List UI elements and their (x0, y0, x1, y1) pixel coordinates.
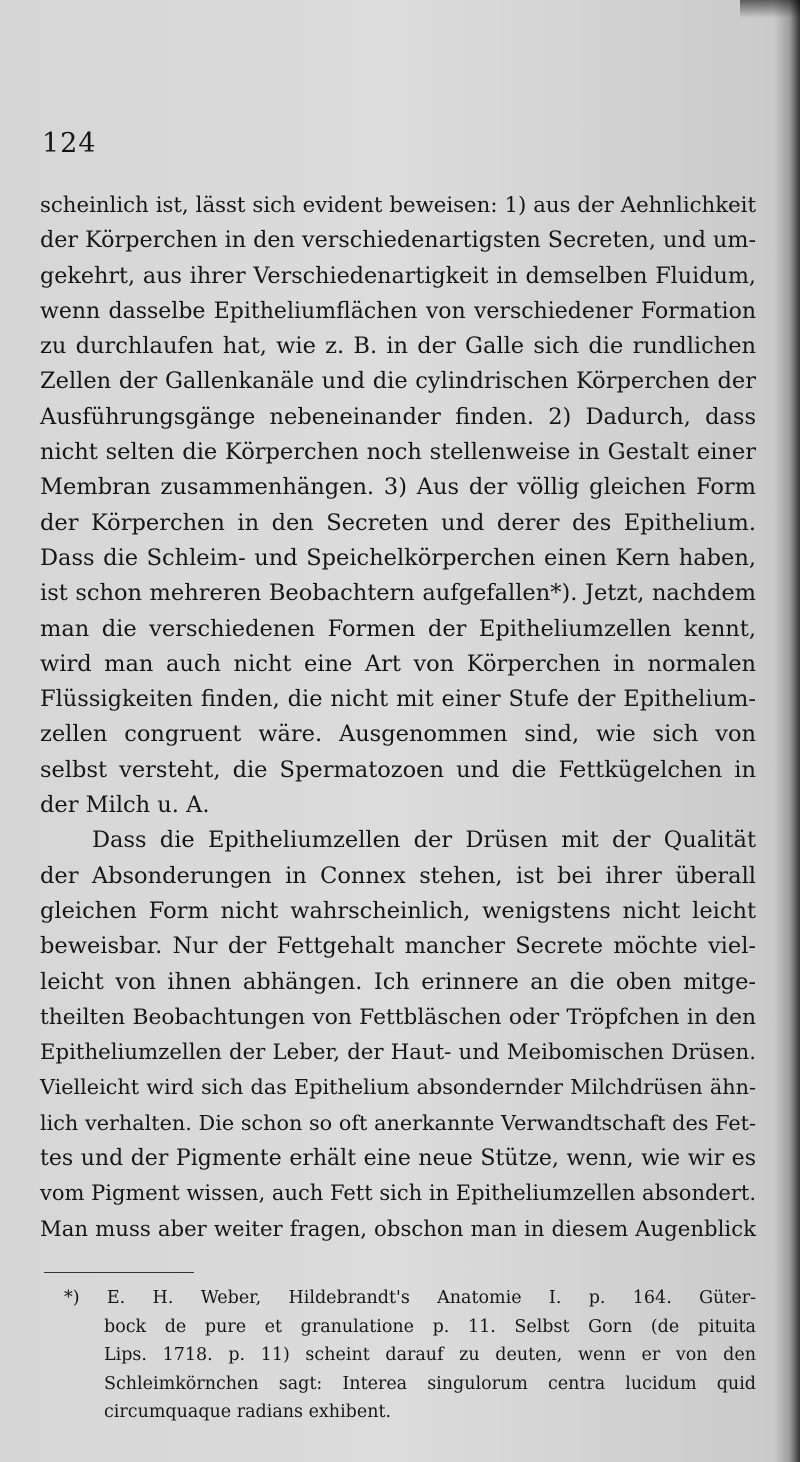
text-line: ist schon mehreren Beobachtern aufgefallen*). Jetzt, nachdem (40, 580, 756, 607)
text-line: zellen congruent wäre. Ausgenommen sind, wie sich von (40, 721, 756, 748)
footnote-line: *) E. H. Weber, Hildebrandt's Anatomie I. p. 164. Güter- (64, 1288, 756, 1308)
text-line: wird man auch nicht eine Art von Körperchen in normalen (40, 650, 756, 677)
page-edge-shadow (774, 0, 800, 1462)
text-line: Man muss aber weiter fragen, obschon man in diesem Augenblick (40, 1216, 756, 1242)
footnote-line: bock de pure et granulatione p. 11. Selbst Gorn (de pituita (104, 1316, 756, 1337)
text-line: der Absonderungen in Connex stehen, ist bei ihrer überall (40, 862, 756, 889)
text-line: der Körperchen in den Secreten und derer des Epithelium. (40, 509, 756, 536)
footnotes (64, 1284, 756, 1427)
text-line: zu durchlaufen hat, wie z. B. in der Galle sich die rundlichen (40, 333, 756, 360)
text-line: man die verschiedenen Formen der Epitheliumzellen kennt, (40, 615, 756, 642)
page-number: 124 (42, 128, 97, 159)
text-line: Vielleicht wird sich das Epithelium absondernder Milchdrüsen ähn- (40, 1075, 756, 1100)
text-line: der Milch u. A. (40, 792, 210, 819)
text-line: tes und der Pigmente erhält eine neue Stütze, wenn, wie wir es (40, 1146, 756, 1172)
footnote-line: Schleimkörnchen sagt: Interea singulorum centra lucidum quid (104, 1373, 756, 1394)
text-line: Flüssigkeiten finden, die nicht mit einer Stufe der Epithelium- (40, 686, 756, 713)
text-line: gekehrt, aus ihrer Verschiedenartigkeit in demselben Fluidum, (40, 262, 756, 289)
text-line: lich verhalten. Die schon so oft anerkannte Verwandtschaft des Fet- (40, 1110, 756, 1135)
text-line: scheinlich ist, lässt sich evident beweisen: 1) aus der Aehnlichkeit (40, 193, 756, 218)
text-line: vom Pigment wissen, auch Fett sich in Epitheliumzellen absondert. (40, 1181, 756, 1206)
footnote-line: Lips. 1718. p. 11) scheint darauf zu deuten, wenn er von den (104, 1345, 756, 1365)
text-line: beweisbar. Nur der Fettgehalt mancher Secrete möchte viel- (40, 933, 756, 960)
footnote-line: circumquaque radians exhibent. (104, 1402, 392, 1422)
text-line: Dass die Schleim- und Speichelkörperchen einen Kern haben, (40, 544, 756, 571)
text-line: theilten Beobachtungen von Fettbläschen oder Tröpfchen in den (40, 1004, 756, 1030)
footnote-divider (44, 1272, 194, 1273)
text-line: gleichen Form nicht wahrscheinlich, wenigstens nicht leicht (40, 897, 756, 924)
text-line: Ausführungsgänge nebeneinander finden. 2) Dadurch, dass (40, 403, 756, 430)
body-text (40, 188, 756, 1247)
text-line: nicht selten die Körperchen noch stellenweise in Gestalt einer (40, 439, 756, 466)
text-line: der Körperchen in den verschiedenartigsten Secreten, und um- (40, 227, 756, 254)
text-line: selbst versteht, die Spermatozoen und die Fettkügelchen in (40, 756, 756, 783)
page-corner-shadow (740, 0, 800, 18)
text-line: leicht von ihnen abhängen. Ich erinnere an die oben mitge- (40, 968, 756, 995)
text-line: Zellen der Gallenkanäle und die cylindrischen Körperchen der (40, 368, 756, 395)
text-line-paragraph-start: Dass die Epitheliumzellen der Drüsen mit der Qualität (92, 827, 756, 854)
text-line: wenn dasselbe Epitheliumflächen von verschiedener Formation (40, 298, 756, 324)
text-line: Epitheliumzellen der Leber, der Haut- und Meibomischen Drüsen. (40, 1040, 756, 1066)
text-line: Membran zusammenhängen. 3) Aus der völlig gleichen Form (40, 474, 756, 501)
